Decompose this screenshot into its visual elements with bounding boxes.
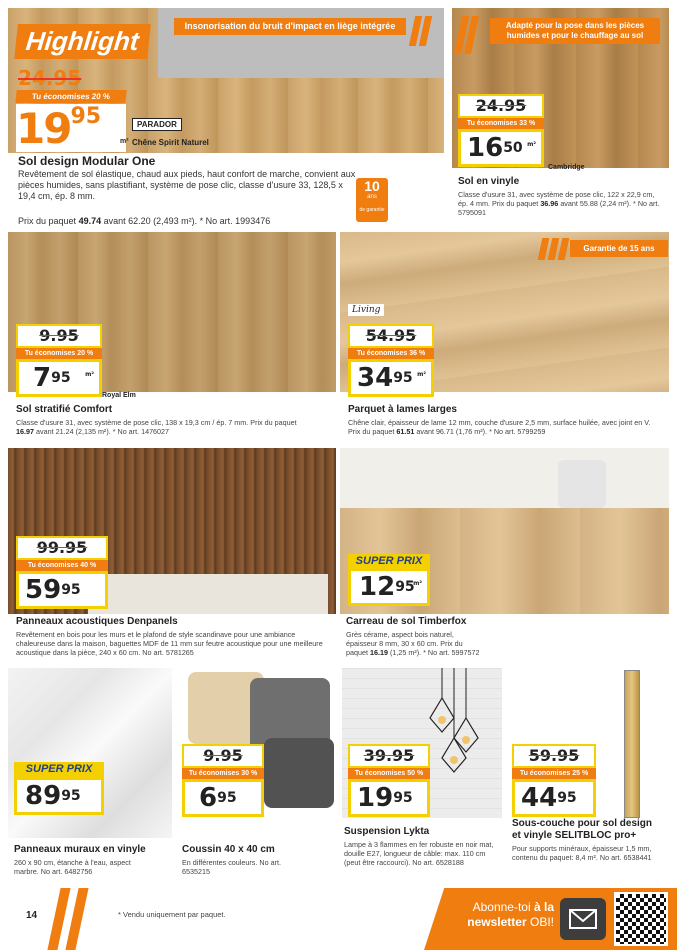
- newsletter-line1: Abonne-toi: [472, 900, 531, 914]
- savings-badge: Tu économises 20 %: [16, 348, 102, 359]
- highlight-panel: [8, 8, 444, 228]
- price-cents: 95: [61, 582, 81, 598]
- product-description: Lampe à 3 flammes en fer robuste en noir mat, douille E27, longueur de câble: max. 110 cm (peut être raccourci). No art. 6528188: [344, 840, 494, 867]
- wallpanel-price-box: [14, 762, 104, 815]
- desc-text: Grès cérame, aspect bois naturel, épaisseur 8 mm, 30 x 60 cm. Prix du paquet: [346, 630, 463, 657]
- current-price: [16, 359, 102, 397]
- product-title: Carreau de sol Timberfox: [346, 616, 467, 627]
- newsletter-bold1: à la: [533, 900, 554, 914]
- current-price: [348, 568, 430, 606]
- pack-price: 36.96: [540, 199, 559, 208]
- footer-stripes-left: [54, 888, 82, 950]
- old-price: 99.95: [16, 536, 108, 560]
- savings-badge: Tu économises 36 %: [348, 348, 434, 359]
- old-price: 39.95: [348, 744, 430, 768]
- living-logo: Living: [348, 304, 384, 316]
- savings-badge: Tu économises 25 %: [512, 768, 596, 779]
- price-cents: 95: [393, 790, 413, 806]
- acoustic-panel: [8, 448, 336, 662]
- price-main: 19: [16, 104, 71, 153]
- savings-badge: Tu économises 40 %: [16, 560, 108, 571]
- mail-icon[interactable]: [560, 898, 606, 940]
- pack-price: 61.51: [396, 427, 415, 436]
- newsletter-bold2: newsletter: [467, 915, 527, 929]
- current-price: [348, 779, 430, 817]
- bed-shape: [88, 574, 328, 614]
- old-price: 59.95: [512, 744, 596, 768]
- pack-price: 16.97: [16, 427, 34, 436]
- lamp-price-box: [348, 744, 430, 817]
- wallpanel-panel: [8, 668, 172, 884]
- desc-text: Chêne clair, épaisseur de lame 12 mm, couche d'usure 2,5 mm, surface huilée, avec joint en V. Prix du paquet: [348, 418, 651, 436]
- cushion-price-box: [182, 744, 264, 817]
- price-cents: 95: [217, 790, 237, 806]
- price-cents: 95: [51, 370, 71, 386]
- product-description: [348, 418, 658, 436]
- super-prix-badge: SUPER PRIX: [14, 762, 104, 777]
- product-description: 260 x 90 cm, étanche à l'eau, aspect marbre. No art. 6482756: [14, 858, 131, 876]
- brand-label: Royal Elm: [102, 392, 136, 399]
- vinyl-stripes: [458, 16, 475, 54]
- vinyl-panel: [452, 8, 669, 228]
- highlight-badge: Highlight: [14, 24, 150, 59]
- current-price: [182, 779, 264, 817]
- pack-suffix: avant 55.88 (2,24 m²). * No art. 5795091: [458, 199, 660, 217]
- current-price: [458, 129, 544, 167]
- price-cents: 95: [70, 104, 102, 129]
- parquet-banner: Garantie de 15 ans: [570, 240, 668, 257]
- underlay-panel: [508, 668, 669, 884]
- savings-badge: Tu économises 20 %: [15, 90, 126, 103]
- warranty-number: 10: [364, 178, 380, 194]
- product-title: Sous-couche pour sol design et vinyle SELITBLOC pro+: [512, 818, 653, 841]
- page-number: 14: [26, 910, 38, 921]
- cushion-dark: [264, 738, 334, 808]
- warranty-badge: [356, 178, 388, 222]
- product-title: Sol design Modular One: [18, 154, 156, 168]
- laminate-price-box: [16, 324, 102, 397]
- tile-panel: [340, 448, 669, 662]
- footer-note: * Vendu uniquement par paquet.: [118, 910, 226, 919]
- pack-prefix: Prix du paquet: [18, 216, 77, 226]
- qr-code[interactable]: [614, 892, 668, 946]
- variant-label: Chêne Spirit Naturel: [132, 138, 209, 147]
- warranty-unit: ans: [367, 194, 377, 200]
- highlight-stripes: [412, 16, 429, 46]
- price-unit: m²: [417, 371, 426, 378]
- planter-shape: [558, 460, 606, 508]
- super-prix-badge: SUPER PRIX: [348, 554, 430, 568]
- old-price: 9.95: [16, 324, 102, 348]
- product-description: En différentes couleurs. No art. 6535215: [182, 858, 281, 876]
- price-main: 7: [33, 363, 52, 393]
- savings-badge: Tu économises 33 %: [458, 118, 544, 129]
- mail-icon-glyph: [560, 898, 606, 940]
- vinyl-price-box: [458, 94, 544, 167]
- pack-price-line: [18, 216, 358, 227]
- brand-label: PARADOR: [132, 118, 182, 131]
- underlay-product: [624, 670, 640, 818]
- tile-price-box: [348, 554, 430, 606]
- old-price: 24.95: [458, 94, 544, 118]
- product-title: Panneaux acoustiques Denpanels: [16, 616, 178, 627]
- acoustic-price-box: [16, 536, 108, 609]
- underlay-price-box: [512, 744, 596, 817]
- parquet-panel: [340, 232, 669, 442]
- price-unit: m²: [85, 371, 94, 378]
- price-unit: m²: [527, 141, 536, 148]
- footer: [0, 888, 677, 950]
- price-cents: 95: [61, 788, 81, 804]
- savings-badge: Tu économises 50 %: [348, 768, 430, 779]
- parquet-stripes: [540, 238, 567, 260]
- product-description: [16, 418, 316, 436]
- price-main: 16: [467, 133, 504, 163]
- qr-pattern: [616, 894, 666, 944]
- price-cents: 50: [503, 140, 523, 156]
- price-main: 12: [359, 572, 396, 602]
- pack-price: 49.74: [78, 216, 102, 226]
- pack-price: 16.19: [369, 648, 388, 657]
- price-unit: m²: [413, 580, 422, 587]
- laminate-panel: [8, 232, 336, 442]
- product-title: Panneaux muraux en vinyle: [14, 844, 146, 855]
- old-price: 9.95: [182, 744, 264, 768]
- price-main: 59: [25, 575, 62, 605]
- price-main: 19: [357, 783, 394, 813]
- newsletter-text[interactable]: [446, 900, 554, 930]
- product-title: Sol en vinyle: [458, 176, 520, 187]
- price-main: 6: [199, 783, 218, 813]
- product-description: Pour supports minéraux, épaisseur 1,5 mm, contenu du paquet: 8,4 m². No art. 6538441: [512, 844, 652, 862]
- current-price: [512, 779, 596, 817]
- desc-text: Classe d'usure 31, avec système de pose clic, 122 x 22,9 cm, ép. 4 mm. Prix du paquet: [458, 190, 655, 208]
- price-main: 44: [521, 783, 558, 813]
- product-description: Revêtement de sol élastique, chaud aux pieds, haut confort de marche, convient aux pièces humides, sans plastifiant, système de pose clic, classe d'usure 33, 128,5 x 19,4 cm, ép. 8 mm.: [18, 169, 356, 201]
- desc-text: Classe d'usure 31, avec système de pose clic, 138 x 19,3 cm / ép. 7 mm. Prix du paquet: [16, 418, 297, 427]
- current-price: [16, 104, 126, 152]
- product-description: [346, 630, 486, 657]
- product-description: Revêtement en bois pour les murs et le plafond de style scandinave pour une ambiance chaleureuse dans la maison, baguettes MDF de 11 mm sur feutre acoustique pour une meilleure acoustique dans la pièce, 240 x 60 cm. No art. 5781265: [16, 630, 323, 657]
- cushion-panel: [176, 668, 338, 884]
- current-price: [14, 777, 104, 815]
- pack-suffix: avant 21.24 (2,135 m²). * No art. 1476027: [36, 427, 170, 436]
- brand-label: Cambridge: [548, 164, 585, 171]
- price-main: 89: [25, 781, 62, 811]
- old-price: 24.95: [18, 66, 82, 90]
- savings-badge: Tu économises 30 %: [182, 768, 264, 779]
- lamp-panel: [342, 668, 502, 884]
- vinyl-banner: Adapté pour la pose dans les pièces humides et pour le chauffage au sol: [490, 18, 660, 44]
- price-main: 34: [357, 363, 394, 393]
- price-unit: m²: [120, 138, 129, 145]
- price-cents: 95: [395, 579, 415, 595]
- parquet-price-box: [348, 324, 434, 397]
- current-price: [348, 359, 434, 397]
- product-title: Parquet à lames larges: [348, 404, 457, 415]
- highlight-banner: Insonorisation du bruit d'impact en liège intégrée: [174, 18, 406, 35]
- pack-suffix: avant 96.71 (1,76 m²). * No art. 5799259: [416, 427, 546, 436]
- product-description: [458, 190, 664, 217]
- product-title: Coussin 40 x 40 cm: [182, 844, 275, 855]
- warranty-text: de garantie: [359, 207, 385, 213]
- newsletter-brand: OBI!: [529, 915, 554, 929]
- product-title: Suspension Lykta: [344, 826, 430, 837]
- product-title: Sol stratifié Comfort: [16, 404, 113, 415]
- pack-suffix: (1,25 m²). * No art. 5997572: [389, 648, 480, 657]
- pack-suffix: avant 62.20 (2,493 m²). * No art. 1993476: [103, 216, 271, 226]
- price-cents: 95: [557, 790, 577, 806]
- price-cents: 95: [393, 370, 413, 386]
- old-price: 54.95: [348, 324, 434, 348]
- current-price: [16, 571, 108, 609]
